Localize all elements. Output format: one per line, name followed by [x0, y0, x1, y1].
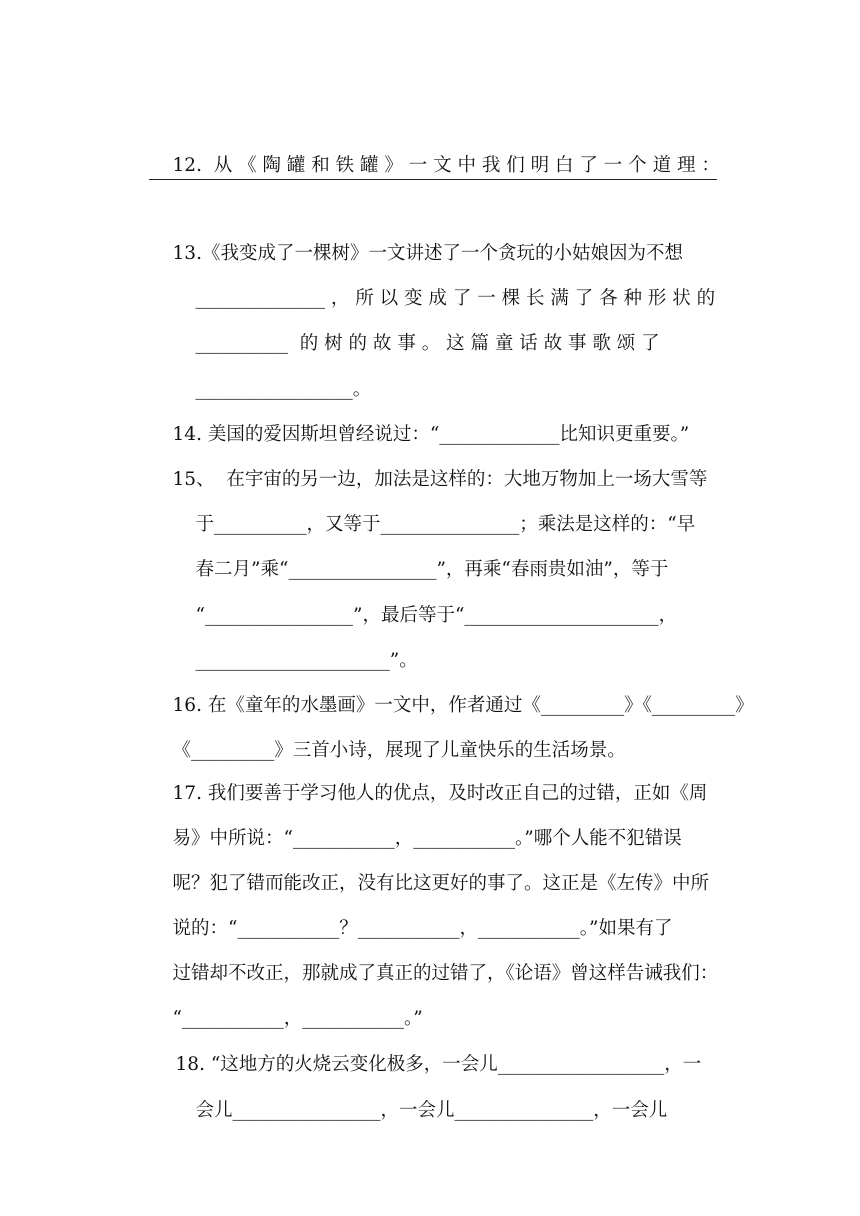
question-12-answer-line — [149, 179, 717, 180]
question-15-line-2: 于__________，又等于_______________；乘法是这样的：“早 — [195, 514, 696, 535]
question-16-line-1-row — [0, 652, 860, 716]
question-17-line-4: 说的：“___________？___________，___________。”如果有了 — [172, 918, 673, 939]
question-15-line-4: “________________”，最后等于“_____________________， — [195, 605, 678, 626]
question-13-line-4-row — [0, 336, 860, 400]
question-17-line-5-row — [0, 920, 860, 984]
question-14-row — [0, 381, 860, 445]
question-17-line-6: “___________，___________。” — [172, 1008, 423, 1029]
question-12-line-1: 12. 从 《 陶 罐 和 铁 罐 》 一 文 中 我 们 明 白 了 一 个 道 理 ： — [172, 155, 720, 176]
question-13-line-4: _________________。 — [195, 379, 372, 400]
question-18-line-2: 会儿________________，一会儿_______________，一会儿 — [195, 1100, 668, 1121]
question-15-line-1-row — [0, 426, 860, 490]
question-15-line-1: 15、 在宇宙的另一边，加法是这样的：大地万物加上一场大雪等 — [172, 469, 708, 490]
question-16-line-2-row — [0, 697, 860, 761]
question-15-line-5: _____________________”。 — [195, 650, 418, 671]
question-13-line-3: __________ 的 树 的 故 事 。 这 篇 童 话 故 事 歌 颂 了 — [195, 333, 660, 354]
question-14-line-1: 14. 美国的爱因斯坦曾经说过：“_____________比知识更重要。” — [172, 424, 690, 445]
question-15-line-2-row — [0, 471, 860, 535]
question-12 — [0, 112, 860, 176]
question-17-line-3-row — [0, 830, 860, 894]
question-17-line-1-row — [0, 740, 860, 804]
question-15-line-5-row — [0, 607, 860, 671]
question-18-line-1: 18. “这地方的火烧云变化极多，一会儿__________________，一 — [175, 1054, 702, 1075]
question-15-line-4-row — [0, 562, 860, 626]
question-15-line-3-row — [0, 516, 860, 580]
question-13-line-1-row — [0, 200, 860, 264]
question-16-line-1: 16. 在《童年的水墨画》一文中，作者通过《_________》《_________》 — [172, 695, 754, 716]
question-13-line-1: 13.《我变成了一棵树》一文讲述了一个贪玩的小姑娘因为不想 — [172, 243, 683, 264]
question-18-line-2-row — [0, 1057, 860, 1121]
question-13-line-3-row — [0, 290, 860, 354]
question-13-line-2-row — [0, 245, 860, 309]
question-17-line-5: 过错却不改正，那就成了真正的过错了，《论语》曾这样告诫我们： — [172, 963, 719, 984]
question-17-line-2: 易》中所说：“___________，___________。”哪个人能不犯错误 — [172, 828, 682, 849]
question-17-line-4-row — [0, 875, 860, 939]
question-13-line-2: ______________ ， 所 以 变 成 了 一 棵 长 满 了 各 种 形 状 的 — [195, 288, 716, 309]
question-17-line-1: 17. 我们要善于学习他人的优点，及时改正自己的过错，正如《周 — [172, 783, 708, 804]
question-17-line-2-row — [0, 785, 860, 849]
question-15-line-3: 春二月”乘“________________”，再乘“春雨贵如油”，等于 — [195, 559, 669, 580]
question-17-line-6-row — [0, 965, 860, 1029]
question-16-line-2: 《_________》三首小诗，展现了儿童快乐的生活场景。 — [172, 740, 626, 761]
question-18-line-1-row — [0, 1011, 860, 1075]
question-17-line-3: 呢？犯了错而能改正，没有比这更好的事了。这正是《左传》中所 — [172, 873, 710, 894]
